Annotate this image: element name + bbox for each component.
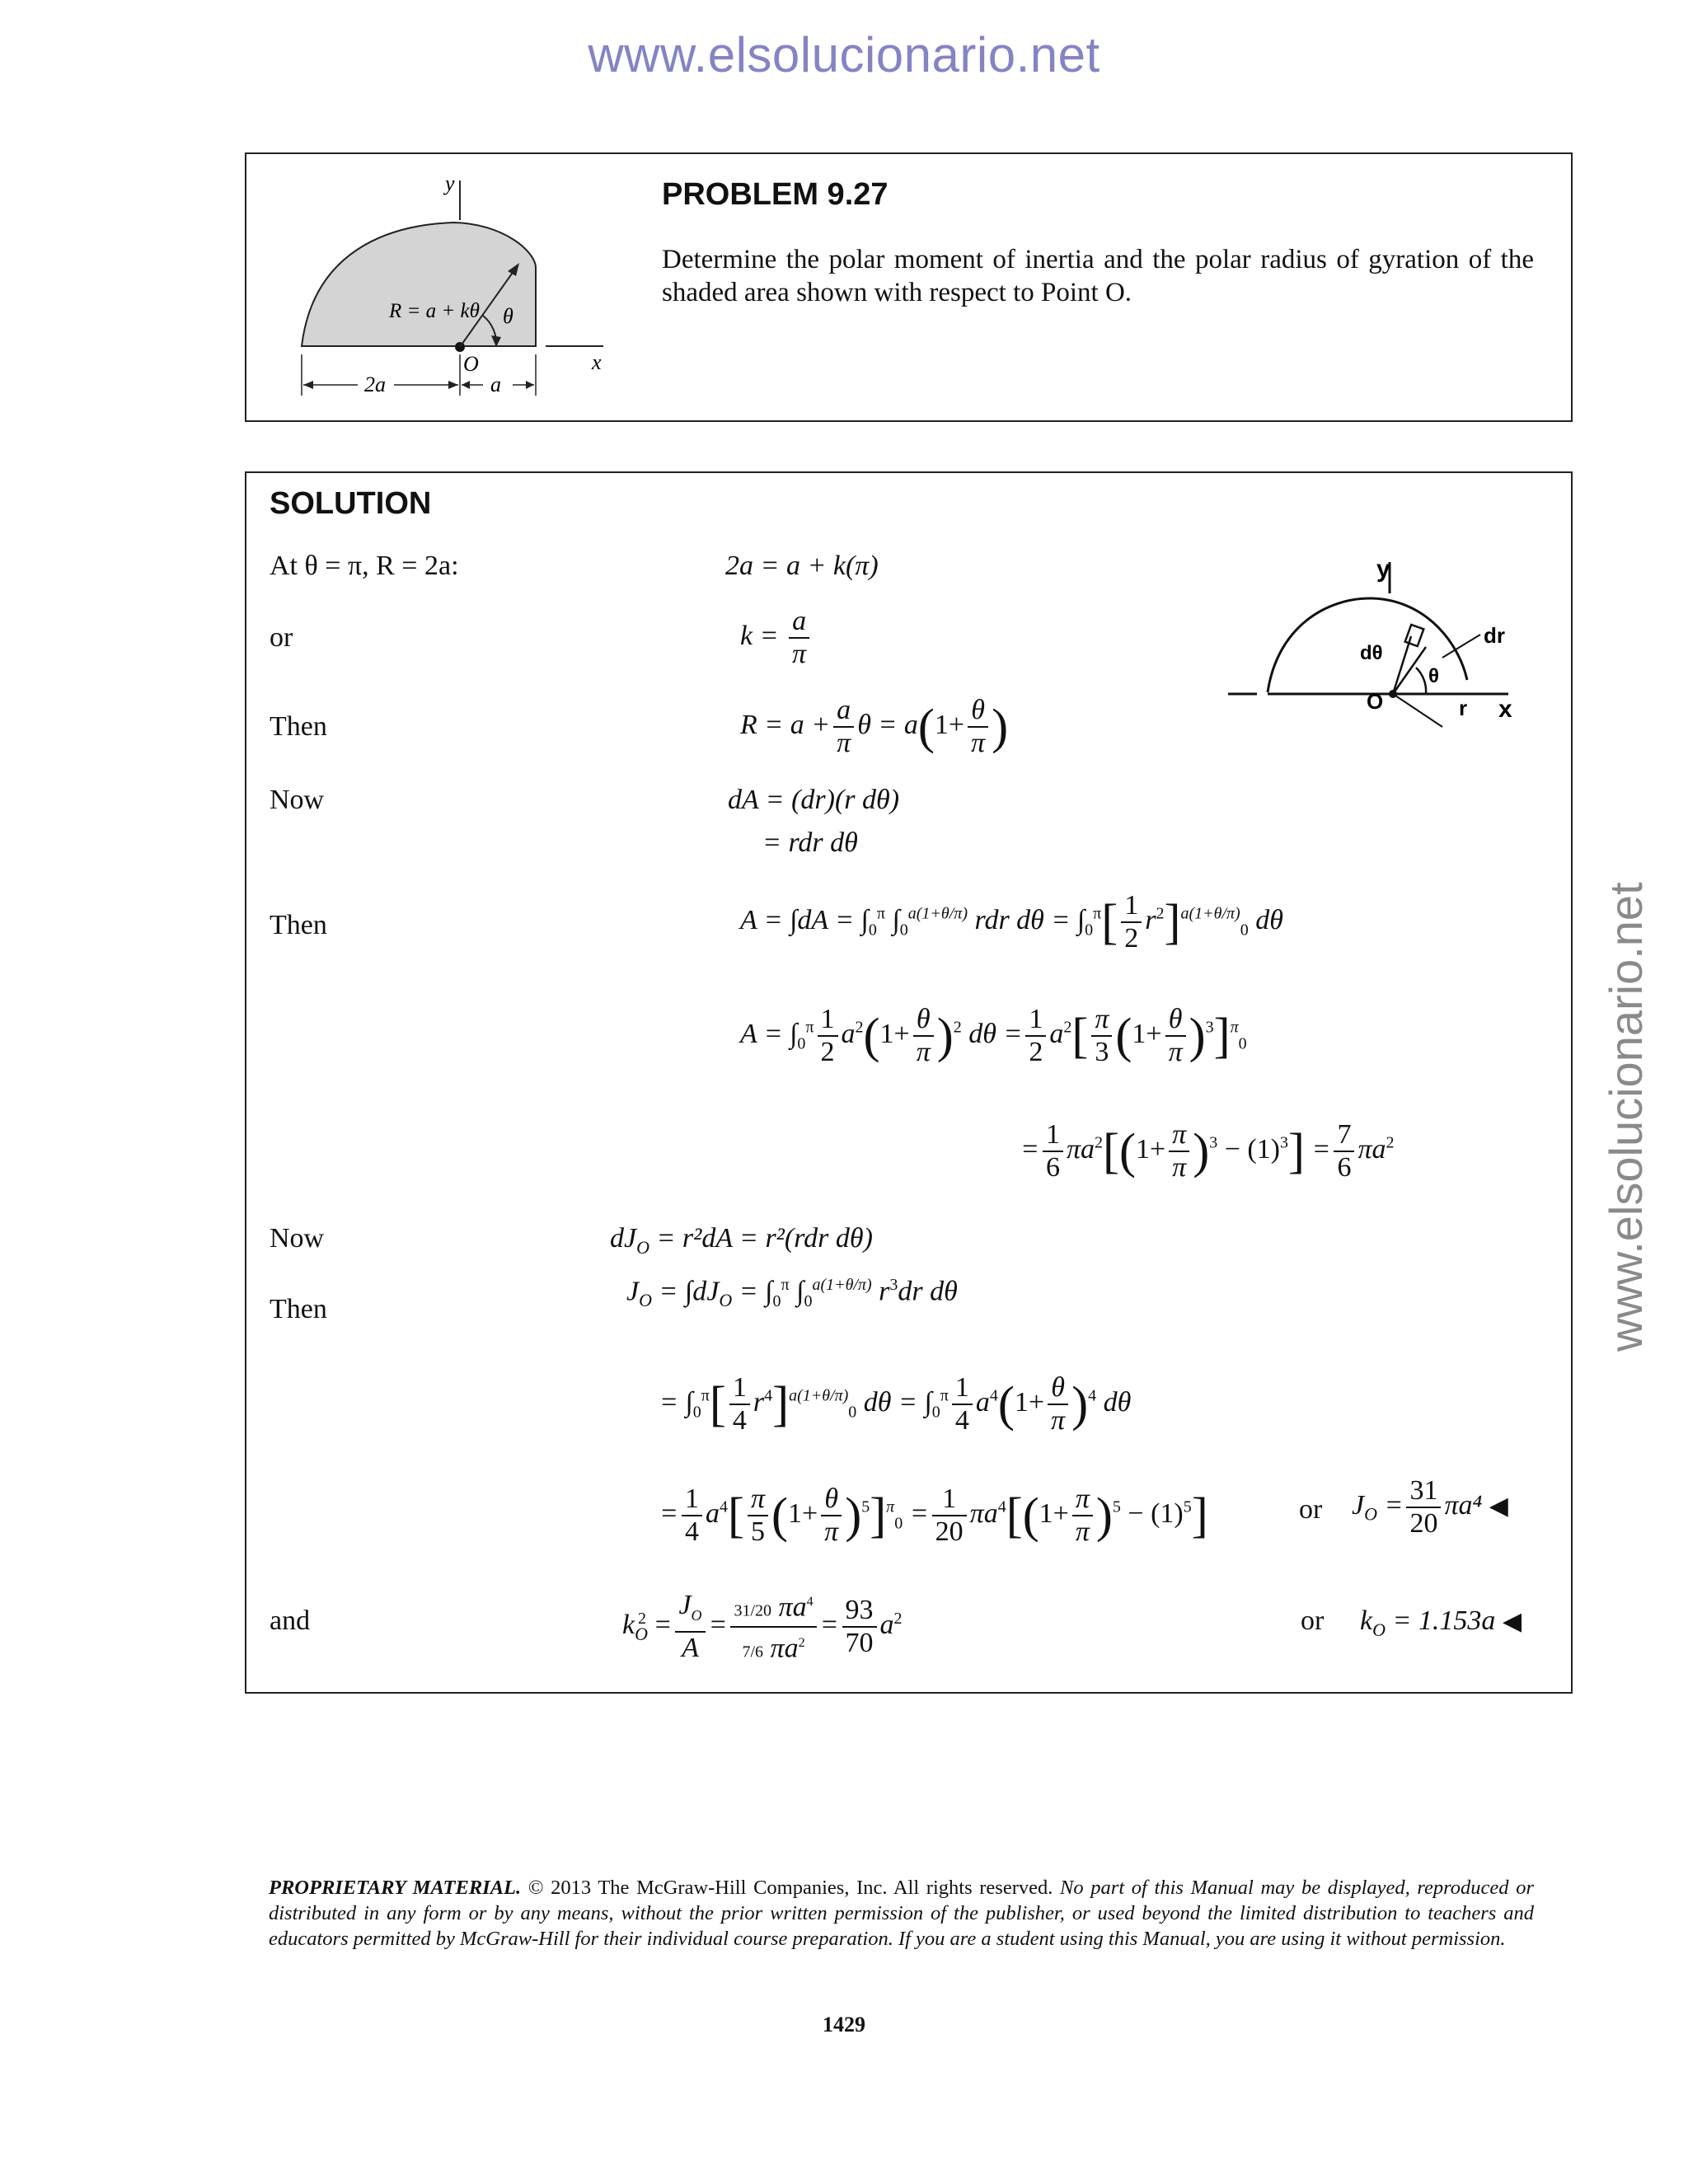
problem-title: PROBLEM 9.27 (662, 177, 889, 212)
watermark-top: www.elsolucionario.net (588, 27, 1100, 82)
sketch-o-label: O (1367, 689, 1384, 714)
sketch-dtheta-label: dθ (1360, 642, 1383, 664)
result-marker-icon: ◀ (1502, 1608, 1522, 1635)
equation-da-2: = rdr dθ (762, 827, 858, 858)
label-or-jo: or (1299, 1494, 1323, 1525)
result-marker-icon: ◀ (1489, 1492, 1508, 1520)
label-and: and (270, 1605, 311, 1636)
sketch-theta-label: θ (1428, 665, 1439, 687)
equation-jo-integral: $J_O = \int dJ_O = \int_0^\pi$ $\int_0^{a(1+\theta/\pi)}$ $r^3dr$ dθ (626, 1276, 958, 1311)
footer-copyright: PROPRIETARY MATERIAL. © 2013 The McGraw-Hill Companies, Inc. All rights reserved. No part of this Manual may be displayed, reproduced or distributed in any form or by any means, without the prior written permission of the publisher, or used beyond the limited distribution to teachers and educators permitted by McGraw-Hill for their individual course preparation. If you are a student using this Manual, you are using it without permission. (269, 1877, 1534, 1950)
sketch-r-label: r (1459, 696, 1468, 720)
dim-left-label: 2a (364, 373, 386, 396)
equation-1: 2a = a + k(π) (725, 551, 879, 581)
label-or-ko: or (1301, 1605, 1325, 1636)
origin-label: O (463, 352, 479, 376)
angle-label: θ (503, 304, 513, 328)
equation-a-integral: $A = \int dA = \int_0^\pi$ $\int_0^{a(1+\theta/\pi)}$ rdr $d\theta = \int_0^\pi$[ $\frac{1}{2}$ $r^2]^{a(1+\theta/\pi)}_0$ dθ (740, 890, 1283, 954)
y-axis-label: y (445, 171, 455, 195)
label-then-1: Then (270, 711, 327, 742)
sketch-dr-label: dr (1484, 623, 1505, 648)
ko-result: $k_O = 1.153a$ ◀ (1360, 1605, 1522, 1640)
shaded-area (302, 223, 536, 346)
page-number: 1429 (823, 2013, 865, 2036)
equation-a-expand: $A = \int_0^\pi$ $\frac{1}{2}$ $a^2(1+$ $\frac{\theta}{\pi}$ )$^2$ dθ = $\frac{1}{2}$ $a^2$[ $\frac{\pi}{3}$ (1+ $\frac{\theta}{\pi}$ )$^3$]$^\pi_0$ (740, 1004, 1247, 1067)
solution-sketch (1228, 552, 1533, 742)
sketch-x-label: x (1498, 696, 1512, 723)
equation-jo-eval: = $\frac{1}{4}$ $a^4$[ $\frac{\pi}{5}$ (1+ $\frac{\theta}{\pi}$ )$^5$]$^\pi_0$ = $\frac{1}{20}$ $\pi a^4[(1+$ $\frac{\pi}{\pi}$ )$^5 - (1)^5$] (659, 1483, 1208, 1547)
dim-right-label: a (490, 373, 501, 396)
equation-r: R = a + $\frac{a}{\pi}$ θ = a(1+ $\frac{\theta}{\pi}$ ) (740, 695, 1009, 758)
label-then-2: Then (270, 910, 327, 940)
equation-da-1: dA = (dr)(r dθ) (728, 785, 900, 815)
equation-ko-squared: $k_O^2$ = $\frac{J_O}{A}$ = $\frac{31/20 \pi a^4}{7/6 \pi a^2}$ = $\frac{93}{70}$ $a^2$ (622, 1586, 903, 1668)
equation-k: k = $\frac{a}{\pi}$ (740, 606, 813, 670)
label-then-3: Then (270, 1294, 327, 1324)
label-or: or (270, 622, 293, 653)
label-now-1: Now (270, 785, 325, 815)
jo-result: $J_O$ = $\frac{31}{20}$ πa⁴ ◀ (1352, 1475, 1508, 1539)
sketch-y-label: y (1376, 555, 1390, 583)
equation-a-result: = $\frac{1}{6}$ $\pi a^2[(1+$ $\frac{\pi}{\pi}$ )$^3 - (1)^3$] = $\frac{7}{6}$ $\pi a^2$ (1020, 1119, 1395, 1183)
label-at: At θ = π, R = 2a: (270, 551, 459, 581)
equation-djo: $dJ_O = r^2dA = r^2(rdr$ dθ) (610, 1223, 873, 1258)
radius-label: R = a + kθ (389, 300, 480, 322)
problem-statement: Determine the polar moment of inertia and the polar radius of gyration of the shaded area shown with respect to Point O. (662, 245, 1534, 307)
x-axis-label: x (592, 350, 602, 374)
equation-jo-step: = $\int_0^\pi$[ $\frac{1}{4}$ $r^4]^{a(1+\theta/\pi)}_0$ $d\theta = \int_0^\pi$ $\frac{1}{4}$ $a^4(1+$ $\frac{\theta}{\pi}$ )$^4$ dθ (659, 1372, 1132, 1436)
problem-figure (280, 169, 626, 408)
solution-title: SOLUTION (270, 486, 432, 521)
label-now-2: Now (270, 1223, 325, 1254)
